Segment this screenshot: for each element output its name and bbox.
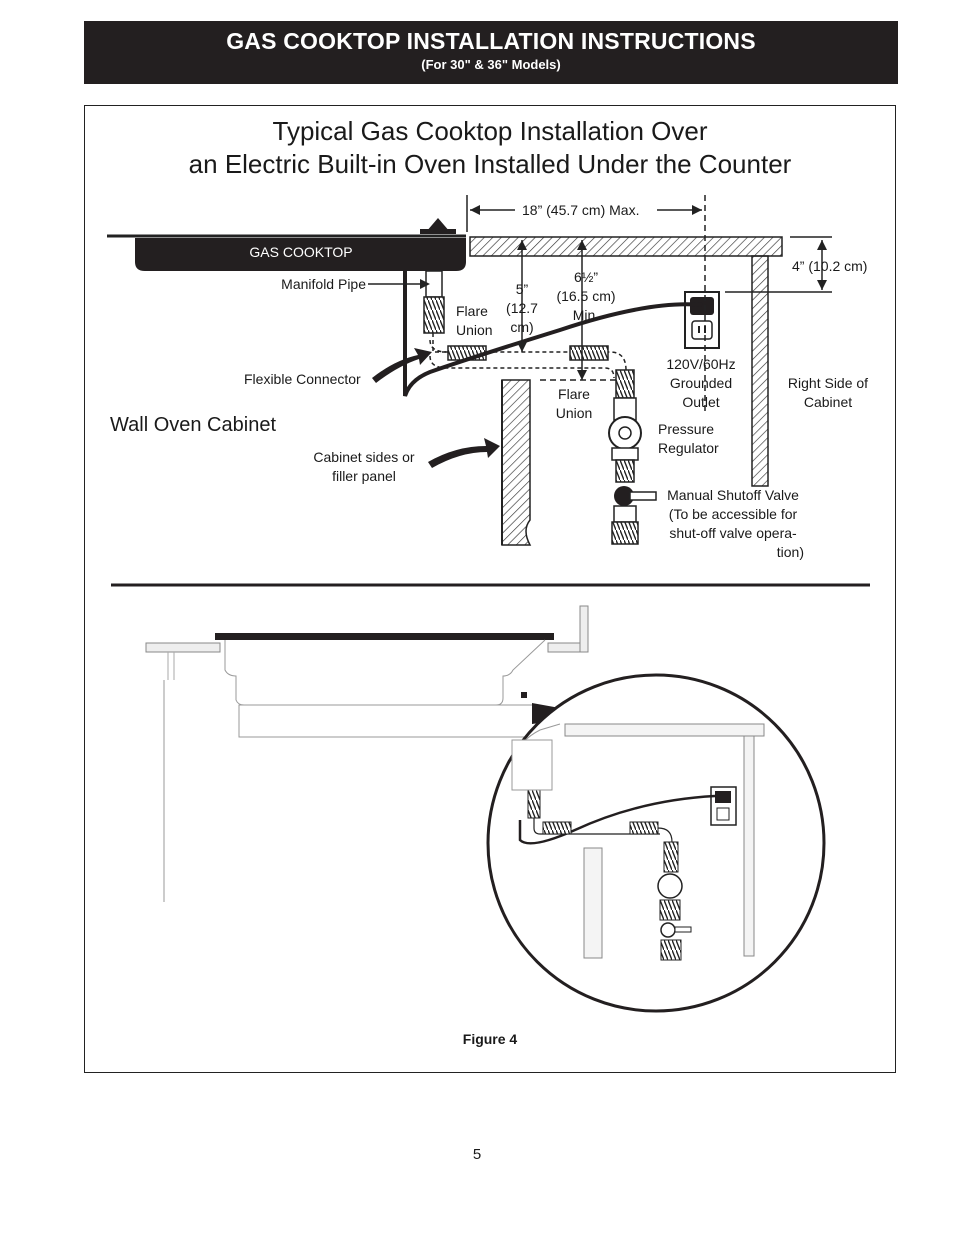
flare-union-1-line2: Union — [456, 322, 493, 338]
page-number: 5 — [472, 1146, 482, 1163]
pressure-regulator-assembly — [609, 398, 656, 544]
dim-18-label: 18” (45.7 cm) Max. — [522, 202, 640, 218]
flexible-connector-pipe — [430, 340, 634, 398]
dim-6-5-metric: (16.5 cm) — [556, 288, 616, 304]
outlet-label — [658, 355, 744, 412]
diagram-title-line1: Typical Gas Cooktop Installation Over — [272, 116, 708, 146]
dim-6-5-label — [552, 268, 620, 325]
shutoff-line2: (To be accessible for — [668, 506, 798, 522]
manifold-pipe-label: Manifold Pipe — [281, 276, 366, 292]
gas-cooktop-label: GAS COOKTOP — [249, 244, 353, 260]
right-side-line1: Right Side of — [787, 375, 869, 391]
shutoff-line1: Manual Shutoff Valve — [667, 487, 799, 503]
dim-6-5-value: 6½” — [573, 269, 599, 285]
header-title: GAS COOKTOP INSTALLATION INSTRUCTIONS — [226, 28, 756, 54]
pressure-line1: Pressure — [658, 421, 715, 437]
dim-5-label — [496, 280, 548, 337]
outlet-box — [685, 292, 719, 348]
dim-5-metric: (12.7 cm) — [506, 300, 538, 335]
wall-oven-cabinet-label: Wall Oven Cabinet — [110, 414, 276, 436]
header-subtitle: (For 30" & 36" Models) — [421, 57, 561, 72]
cabinet-sides-label — [306, 448, 422, 486]
right-side-line2: Cabinet — [803, 394, 853, 410]
flare-union-label-1 — [456, 302, 493, 340]
diagram-title-line2: an Electric Built-in Oven Installed Under the Counter — [188, 149, 792, 179]
pressure-regulator-label — [658, 420, 719, 458]
flare-union-2-line2: Union — [555, 405, 593, 421]
outlet-label-line2: Grounded — [669, 375, 733, 391]
shutoff-line3: shut-off valve opera- — [669, 525, 797, 541]
dim-5-value: 5” — [515, 281, 529, 297]
dim-4-label: 4” (10.2 cm) — [792, 258, 868, 274]
cabinet-sides-line2: filler panel — [332, 468, 396, 484]
flexible-connector-label: Flexible Connector — [244, 371, 361, 387]
dim-6-5-min: Min. — [572, 307, 600, 323]
flare-union-1-line1: Flare — [456, 303, 488, 319]
right-side-cabinet-label — [780, 374, 876, 412]
cabinet-sides-line1: Cabinet sides or — [313, 449, 415, 465]
pressure-line2: Regulator — [658, 440, 719, 456]
flare-union-2-line1: Flare — [558, 386, 590, 402]
outlet-label-line3: Outlet — [682, 394, 720, 410]
filler-panel — [502, 380, 530, 545]
figure-caption: Figure 4 — [462, 1031, 518, 1047]
shutoff-line4: tion) — [776, 544, 804, 560]
shutoff-valve-label — [658, 486, 808, 562]
outlet-label-line1: 120V/60Hz — [666, 356, 736, 372]
flare-union-label-2 — [548, 385, 600, 423]
magnified-detail-circle — [488, 675, 824, 1011]
